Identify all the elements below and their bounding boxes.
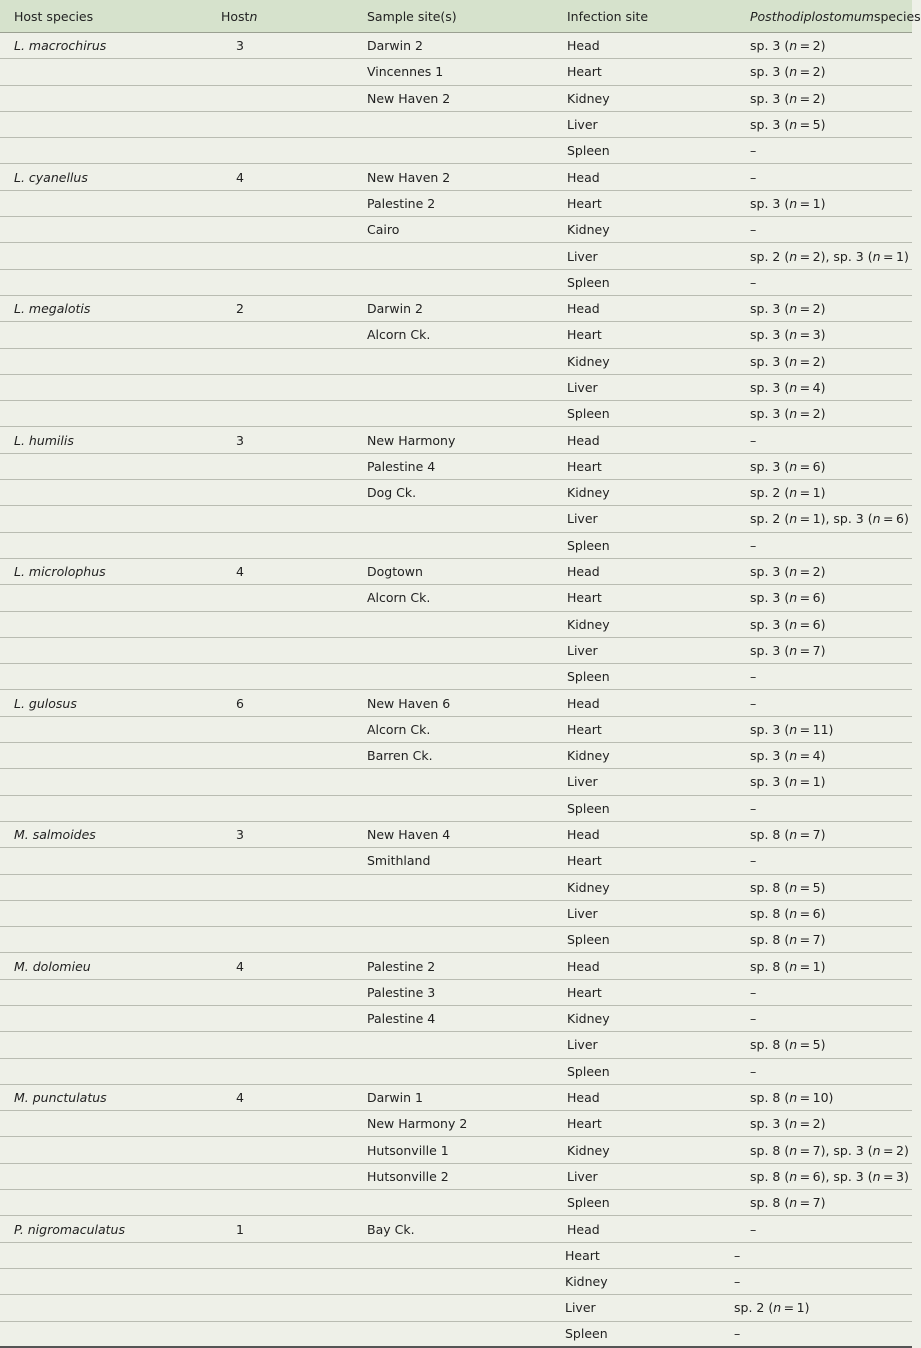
host-species-cell: L. megalotis <box>14 301 91 317</box>
infection-site-cell: Spleen <box>567 406 610 422</box>
posthodiplostomum-cell: – <box>750 1063 757 1079</box>
posthodiplostomum-cell: – <box>750 800 757 816</box>
table-row <box>0 743 912 769</box>
sample-site-cell: Palestine 4 <box>367 458 436 474</box>
posthodiplostomum-cell: sp. 8 ( n = 7) <box>750 827 826 843</box>
table-row <box>0 585 912 611</box>
infection-site-cell: Spleen <box>567 274 610 290</box>
table-row <box>0 1269 912 1295</box>
host-species-cell: L. macrochirus <box>14 38 107 54</box>
posthodiplostomum-cell: – <box>750 432 757 448</box>
sample-site-cell: Palestine 4 <box>367 1011 436 1027</box>
infection-site-cell: Head <box>567 1090 600 1106</box>
infection-site-cell: Head <box>567 1221 600 1237</box>
posthodiplostomum-cell: sp. 3 ( n = 2) <box>750 64 826 80</box>
infection-site-cell: Liver <box>567 642 598 658</box>
table-row <box>0 138 912 164</box>
sample-site-cell: New Haven 2 <box>367 169 451 185</box>
posthodiplostomum-cell: sp. 3 ( n = 4) <box>750 380 826 395</box>
infection-site-cell: Head <box>567 301 600 317</box>
posthodiplostomum-cell: – <box>750 984 757 1000</box>
table-row <box>0 1059 912 1085</box>
table-row <box>0 243 912 269</box>
header-host-n-italic: n <box>249 8 258 24</box>
table-row <box>0 796 912 822</box>
posthodiplostomum-cell: – <box>750 274 757 290</box>
table-row <box>0 1137 912 1163</box>
infection-site-cell: Heart <box>567 1116 602 1132</box>
posthodiplostomum-cell: sp. 8 ( n = 6) <box>750 905 826 921</box>
host-n-cell: 2 <box>236 301 244 317</box>
header-post-suffix: species <box>873 8 921 24</box>
sample-site-cell: New Harmony 2 <box>367 1116 468 1132</box>
table-row <box>0 1295 912 1321</box>
infection-site-cell: Head <box>567 169 600 185</box>
infection-site-cell: Head <box>567 958 600 974</box>
table-row <box>0 217 912 243</box>
host-n-cell: 4 <box>236 958 244 974</box>
posthodiplostomum-cell: sp. 8 ( n = 7), sp. 3 ( n = 2) <box>750 1142 909 1158</box>
infection-site-cell: Heart <box>565 1247 600 1263</box>
infection-site-cell: Kidney <box>567 90 610 106</box>
posthodiplostomum-cell: – <box>734 1326 741 1342</box>
table-row <box>0 401 912 427</box>
table-body <box>0 33 912 1348</box>
table-row <box>0 375 912 401</box>
host-species-cell: L. gulosus <box>14 695 77 711</box>
infection-site-cell: Liver <box>567 117 598 133</box>
posthodiplostomum-cell: sp. 3 ( n = 4) <box>750 748 826 764</box>
table-row <box>0 875 912 901</box>
table-row <box>0 1243 912 1269</box>
sample-site-cell: Alcorn Ck. <box>367 590 431 606</box>
infection-site-cell: Heart <box>567 721 602 737</box>
posthodiplostomum-cell: sp. 8 ( n = 1) <box>750 958 826 974</box>
table-row <box>0 322 912 348</box>
infection-site-cell: Head <box>567 38 600 54</box>
table-row <box>0 454 912 480</box>
host-species-cell: M. dolomieu <box>14 958 91 974</box>
host-species-cell: L. microlophus <box>14 564 106 580</box>
posthodiplostomum-cell: – <box>750 537 757 553</box>
posthodiplostomum-cell: – <box>750 222 757 238</box>
host-species-cell: M. punctulatus <box>14 1090 107 1106</box>
infection-site-cell: Kidney <box>567 616 610 632</box>
table-row <box>0 953 912 979</box>
table-row <box>0 191 912 217</box>
sample-site-cell: Bay Ck. <box>367 1221 415 1237</box>
infection-site-cell: Kidney <box>567 485 610 501</box>
sample-site-cell: New Harmony <box>367 432 456 448</box>
table-row <box>0 506 912 532</box>
table-row <box>0 927 912 953</box>
table-row <box>0 1164 912 1190</box>
table-row <box>0 690 912 716</box>
host-species-cell: L. humilis <box>14 432 74 448</box>
sample-site-cell: Hutsonville 1 <box>367 1142 449 1158</box>
posthodiplostomum-cell: sp. 8 ( n = 6), sp. 3 ( n = 3) <box>750 1168 909 1184</box>
table-row <box>0 1111 912 1137</box>
infection-site-cell: Head <box>567 564 600 580</box>
host-n-cell: 3 <box>236 432 244 448</box>
infection-site-cell: Heart <box>567 327 602 343</box>
sample-site-cell: New Haven 4 <box>367 827 451 843</box>
infection-site-cell: Heart <box>567 853 602 869</box>
posthodiplostomum-cell: – <box>750 669 757 685</box>
host-species-cell: P. nigromaculatus <box>14 1221 125 1237</box>
posthodiplostomum-cell: sp. 3 ( n = 1) <box>750 774 826 790</box>
posthodiplostomum-cell: sp. 3 ( n = 2) <box>750 38 826 54</box>
sample-site-cell: Darwin 2 <box>367 38 423 54</box>
table-row <box>0 980 912 1006</box>
infection-site-cell: Liver <box>567 248 598 264</box>
sample-site-cell: Dogtown <box>367 564 423 580</box>
header-host-species: Host species <box>14 8 94 24</box>
header-sample-sites: Sample site(s) <box>367 8 457 24</box>
infection-site-cell: Kidney <box>567 353 610 369</box>
infection-site-cell: Liver <box>567 1037 598 1053</box>
infection-site-cell: Spleen <box>565 1326 608 1342</box>
table-row <box>0 901 912 927</box>
posthodiplostomum-cell: sp. 3 ( n = 2) <box>750 564 826 580</box>
infection-site-cell: Heart <box>567 64 602 80</box>
posthodiplostomum-cell: sp. 2 ( n = 2), sp. 3 ( n = 1) <box>750 248 909 264</box>
posthodiplostomum-cell: sp. 3 ( n = 6) <box>750 616 826 632</box>
infection-site-cell: Spleen <box>567 800 610 816</box>
infection-site-cell: Kidney <box>565 1274 608 1290</box>
infection-site-cell: Spleen <box>567 669 610 685</box>
header-infection-site: Infection site <box>567 8 649 24</box>
infection-site-cell: Liver <box>567 511 598 527</box>
table-header-row <box>0 0 921 33</box>
table-row <box>0 427 912 453</box>
table-row <box>0 480 912 506</box>
sample-site-cell: Cairo <box>367 222 400 238</box>
table-row <box>0 1216 912 1242</box>
posthodiplostomum-cell: sp. 8 ( n = 5) <box>750 1037 826 1053</box>
table-row <box>0 1190 912 1216</box>
infection-site-cell: Kidney <box>567 879 610 895</box>
posthodiplostomum-cell: sp. 3 ( n = 5) <box>750 117 826 133</box>
table-row <box>0 822 912 848</box>
host-n-cell: 6 <box>236 695 244 711</box>
header-posthodiplostomum-species <box>750 0 921 32</box>
posthodiplostomum-cell: sp. 3 ( n = 2) <box>750 90 826 106</box>
table-row <box>0 717 912 743</box>
posthodiplostomum-cell: sp. 3 ( n = 2) <box>750 301 826 317</box>
table-row <box>0 638 912 664</box>
sample-site-cell: Palestine 3 <box>367 984 436 1000</box>
infection-site-cell: Liver <box>567 905 598 921</box>
table-row <box>0 612 912 638</box>
infection-site-cell: Spleen <box>567 537 610 553</box>
header-post-italic: Posthodiplostomum <box>750 8 874 24</box>
posthodiplostomum-cell: sp. 3 ( n = 6) <box>750 590 826 606</box>
table-row <box>0 848 912 874</box>
sample-site-cell: Hutsonville 2 <box>367 1168 449 1184</box>
table-row <box>0 664 912 690</box>
host-species-cell: M. salmoides <box>14 827 96 843</box>
sample-site-cell: Darwin 1 <box>367 1090 423 1106</box>
sample-site-cell: New Haven 2 <box>367 90 451 106</box>
table-row <box>0 1032 912 1058</box>
table-row <box>0 769 912 795</box>
posthodiplostomum-cell: sp. 3 ( n = 2) <box>750 1116 826 1132</box>
sample-site-cell: New Haven 6 <box>367 695 451 711</box>
table-row <box>0 533 912 559</box>
host-n-cell: 4 <box>236 169 244 185</box>
posthodiplostomum-cell: sp. 8 ( n = 7) <box>750 932 826 948</box>
posthodiplostomum-cell: sp. 3 ( n = 11) <box>750 721 834 737</box>
posthodiplostomum-cell: sp. 8 ( n = 7) <box>750 1195 826 1211</box>
infection-site-cell: Head <box>567 695 600 711</box>
table-row <box>0 349 912 375</box>
header-host-n <box>221 0 257 32</box>
host-n-cell: 1 <box>236 1221 244 1237</box>
posthodiplostomum-cell: sp. 3 ( n = 2) <box>750 353 826 369</box>
host-n-cell: 3 <box>236 38 244 54</box>
posthodiplostomum-cell: – <box>750 169 757 185</box>
table-row <box>0 1006 912 1032</box>
posthodiplostomum-cell: sp. 3 ( n = 3) <box>750 327 826 343</box>
posthodiplostomum-cell: – <box>750 1221 757 1237</box>
infection-site-cell: Kidney <box>567 1142 610 1158</box>
sample-site-cell: Alcorn Ck. <box>367 721 431 737</box>
infection-site-cell: Spleen <box>567 932 610 948</box>
host-n-cell: 4 <box>236 1090 244 1106</box>
posthodiplostomum-cell: sp. 2 ( n = 1), sp. 3 ( n = 6) <box>750 511 909 527</box>
table-row <box>0 296 912 322</box>
posthodiplostomum-cell: sp. 8 ( n = 10) <box>750 1090 834 1106</box>
posthodiplostomum-cell: – <box>734 1274 741 1290</box>
infection-site-cell: Kidney <box>567 748 610 764</box>
table-row <box>0 1085 912 1111</box>
table-row <box>0 112 912 138</box>
sample-site-cell: Dog Ck. <box>367 485 417 501</box>
posthodiplostomum-cell: sp. 2 ( n = 1) <box>750 485 826 501</box>
infection-site-cell: Kidney <box>567 222 610 238</box>
infection-site-cell: Head <box>567 432 600 448</box>
host-species-cell: L. cyanellus <box>14 169 88 185</box>
posthodiplostomum-cell: – <box>750 1011 757 1027</box>
table-row <box>0 59 912 85</box>
posthodiplostomum-cell: sp. 3 ( n = 2) <box>750 406 826 422</box>
host-n-cell: 4 <box>236 564 244 580</box>
table-row <box>0 33 912 59</box>
sample-site-cell: Barren Ck. <box>367 748 433 764</box>
infection-site-cell: Liver <box>567 380 598 395</box>
sample-site-cell: Vincennes 1 <box>367 64 444 80</box>
infection-site-cell: Heart <box>567 984 602 1000</box>
table-row <box>0 86 912 112</box>
table-row <box>0 559 912 585</box>
infection-site-cell: Spleen <box>567 1063 610 1079</box>
posthodiplostomum-cell: – <box>734 1247 741 1263</box>
sample-site-cell: Palestine 2 <box>367 958 436 974</box>
host-n-cell: 3 <box>236 827 244 843</box>
sample-site-cell: Alcorn Ck. <box>367 327 431 343</box>
table-row <box>0 270 912 296</box>
posthodiplostomum-cell: – <box>750 695 757 711</box>
posthodiplostomum-cell: – <box>750 853 757 869</box>
infection-site-cell: Liver <box>567 774 598 790</box>
infection-site-cell: Liver <box>565 1300 596 1316</box>
infection-site-cell: Spleen <box>567 1195 610 1211</box>
posthodiplostomum-cell: sp. 3 ( n = 6) <box>750 458 826 474</box>
header-host-n-prefix: Host <box>221 8 250 24</box>
posthodiplostomum-cell: sp. 3 ( n = 1) <box>750 195 826 211</box>
infection-site-cell: Heart <box>567 195 602 211</box>
infection-site-cell: Heart <box>567 458 602 474</box>
sample-site-cell: Smithland <box>367 853 431 869</box>
infection-site-cell: Heart <box>567 590 602 606</box>
sample-site-cell: Palestine 2 <box>367 195 436 211</box>
posthodiplostomum-cell: sp. 2 ( n = 1) <box>734 1300 810 1316</box>
table-row <box>0 164 912 190</box>
infection-site-cell: Kidney <box>567 1011 610 1027</box>
infection-site-cell: Liver <box>567 1168 598 1184</box>
infection-site-cell: Spleen <box>567 143 610 159</box>
posthodiplostomum-cell: – <box>750 143 757 159</box>
table-row <box>0 1322 912 1348</box>
posthodiplostomum-cell: sp. 3 ( n = 7) <box>750 642 826 658</box>
infection-site-cell: Head <box>567 827 600 843</box>
sample-site-cell: Darwin 2 <box>367 301 423 317</box>
posthodiplostomum-cell: sp. 8 ( n = 5) <box>750 879 826 895</box>
